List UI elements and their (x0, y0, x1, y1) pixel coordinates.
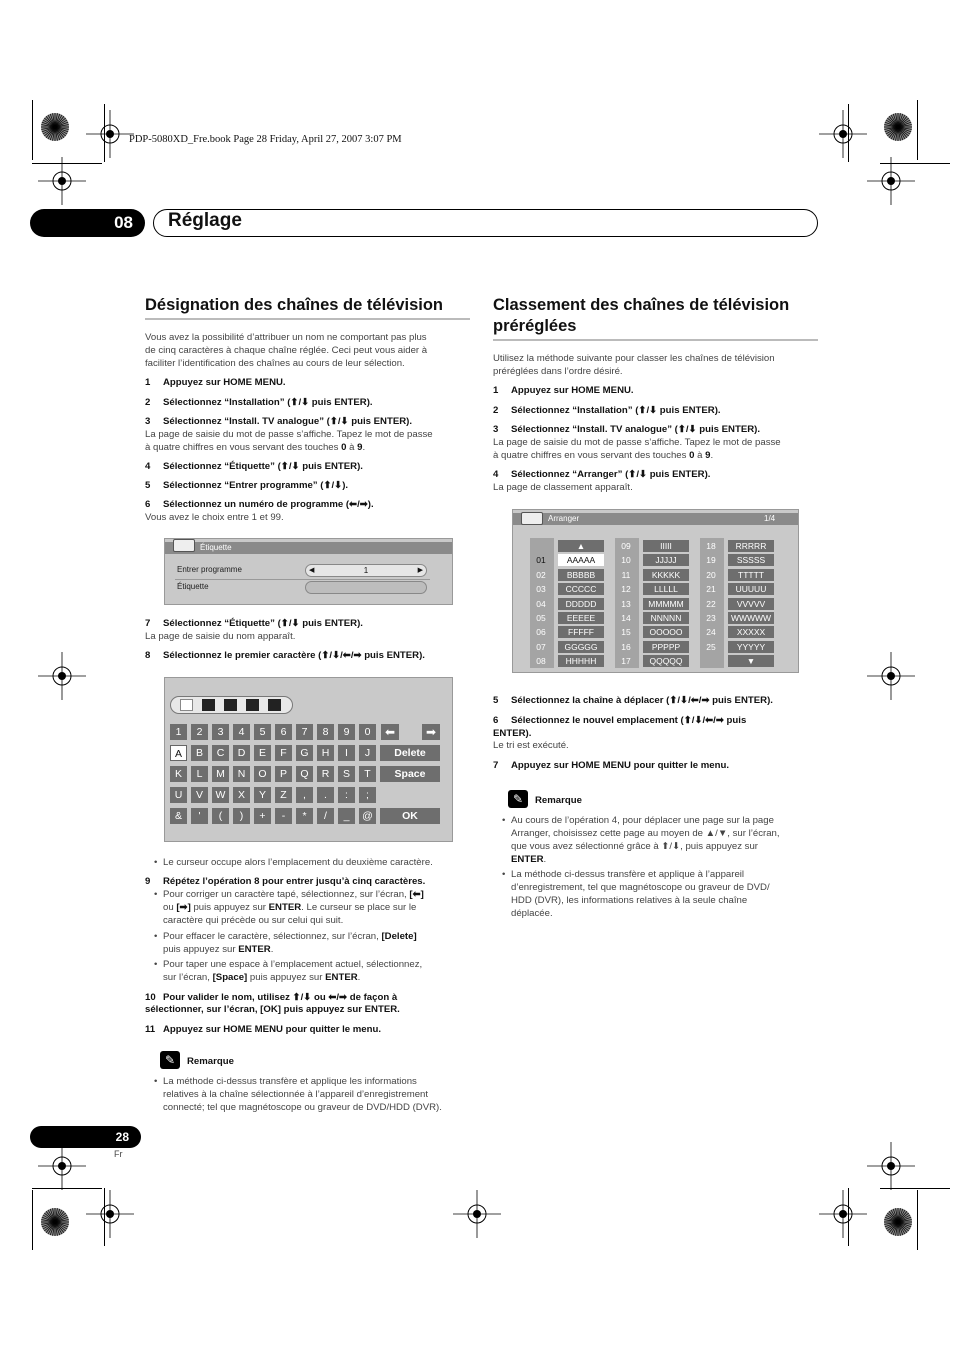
key-row4-1[interactable]: V (191, 787, 208, 803)
key-row5-5[interactable]: - (275, 808, 292, 824)
key-row3-2[interactable]: M (212, 766, 229, 782)
channel-number: 18 (706, 541, 716, 551)
left-note: • La méthode ci-dessus transfère et applique les informations relatives à la chaîne sélectionnée à l’appareil d’enregistrement connecté; tel que magnétoscope ou graveur de DVD/HDD (DVR). (154, 1076, 442, 1113)
channel-name-cell[interactable]: UUUUU (728, 583, 774, 595)
step-9-bullet-1: • Pour corriger un caractère tapé, sélectionnez, sur l’écran, [⬅] ou [➡] puis appuyez sur ENTER. Le curseur se place sur le caractère qui précède ou sur celui qui suit. (154, 889, 424, 926)
crop-mark (880, 1188, 950, 1189)
key-row3-4[interactable]: O (254, 766, 271, 782)
key-row4-7[interactable]: . (317, 787, 334, 803)
char-slot (224, 699, 237, 711)
crosshair-icon (86, 110, 134, 158)
channel-number: 03 (536, 584, 546, 595)
key-row2-0[interactable]: A (170, 745, 187, 761)
r-step-4: 4 Sélectionnez “Arranger” (⬆/⬇ puis ENTER). (493, 469, 711, 480)
key-row4-6[interactable]: , (296, 787, 313, 803)
crop-mark (848, 1188, 849, 1246)
crop-mark (104, 1188, 105, 1246)
channel-name-cell[interactable]: FFFFF (558, 626, 604, 638)
step-4: 4 Sélectionnez “Étiquette” (⬆/⬇ puis ENTER). (145, 461, 363, 472)
delete-key[interactable]: Delete (380, 745, 440, 761)
step-7-note: La page de saisie du nom apparaît. (145, 631, 296, 642)
crosshair-icon (86, 1190, 134, 1238)
file-info: PDP-5080XD_Fre.book Page 28 Friday, April 27, 2007 3:07 PM (129, 134, 402, 145)
prog-label: Entrer programme (177, 565, 242, 574)
crosshair-icon (819, 110, 867, 158)
channel-number: 04 (536, 598, 546, 609)
channel-number: 25 (706, 641, 716, 652)
channel-number: 05 (536, 613, 546, 623)
channel-name-cell[interactable]: IIIII (643, 540, 689, 552)
key-row3-8[interactable]: S (338, 766, 355, 782)
channel-number: 22 (706, 598, 716, 609)
channel-name-cell[interactable]: SSSSS (728, 554, 774, 566)
key-row4-2[interactable]: W (212, 787, 229, 803)
channel-name-cell[interactable]: RRRRR (728, 540, 774, 552)
key-row3-6[interactable]: Q (296, 766, 313, 782)
channel-name-cell[interactable]: LLLLL (643, 583, 689, 595)
channel-number: 11 (621, 569, 631, 580)
color-wheel-icon (40, 1207, 70, 1237)
step-10: 10 Pour valider le nom, utilisez ⬆/⬇ ou ⬅/➡ de façon à (145, 992, 398, 1003)
right-note-2: • La méthode ci-dessus transfère et applique à l’appareil d’enregistrement, tel que magnétoscope ou graveur de DVD/ HDD (DVR), les informations relatives à la seule chaîne déplacée. (502, 869, 770, 919)
step-11: 11 Appuyez sur HOME MENU pour quitter le menu. (145, 1024, 382, 1035)
key-row1-5[interactable]: 6 (275, 724, 292, 740)
crop-mark (917, 1190, 918, 1250)
prog-spinner[interactable] (305, 564, 427, 577)
key-row1-8[interactable]: 9 (338, 724, 355, 740)
step-5: 5 Sélectionnez “Entrer programme” (⬆/⬇). (145, 480, 349, 491)
channel-name-cell[interactable]: TTTTT (728, 569, 774, 581)
char-slot (202, 699, 215, 711)
page-indicator: 1/4 (764, 514, 776, 523)
key-row2-4[interactable]: E (254, 745, 271, 761)
channel-number: 09 (621, 541, 631, 551)
screen-title: Arranger (548, 514, 580, 523)
key-row5-7[interactable]: / (317, 808, 334, 824)
key-row5-4[interactable]: + (254, 808, 271, 824)
key-row4-3[interactable]: X (233, 787, 250, 803)
divider (175, 579, 430, 580)
key-row5-6[interactable]: * (296, 808, 313, 824)
key-row4-5[interactable]: Z (275, 787, 292, 803)
channel-number: 07 (536, 641, 546, 652)
step-9-bullet-2: • Pour effacer le caractère, sélectionnez, sur l’écran, [Delete] puis appuyez sur ENTER. (154, 931, 417, 955)
arranger-screen (512, 509, 799, 673)
color-wheel-icon (883, 112, 913, 142)
channel-number: 19 (706, 555, 716, 566)
label-field[interactable] (305, 581, 427, 594)
channel-number: 23 (706, 613, 716, 623)
channel-name-cell[interactable]: DDDDD (558, 598, 604, 610)
channel-name-cell[interactable]: HHHHH (558, 655, 604, 667)
channel-number: 13 (621, 598, 631, 609)
key-row3-3[interactable]: N (233, 766, 250, 782)
channel-number: 06 (536, 627, 546, 638)
label-label: Étiquette (177, 582, 209, 591)
spinner-right-icon: ▶ (417, 567, 423, 574)
channel-number: 01 (536, 555, 546, 566)
key-row5-8[interactable]: _ (338, 808, 355, 824)
crop-mark (32, 1188, 102, 1189)
step-9-bullet-3: • Pour taper une espace à l’emplacement actuel, sélectionnez, sur l’écran, [Space] puis appuyez sur ENTER. (154, 959, 423, 983)
crosshair-icon (867, 157, 915, 205)
crop-mark (32, 100, 33, 160)
channel-name-cell[interactable]: OOOOO (643, 626, 689, 638)
step-3: 3 Sélectionnez “Install. TV analogue” (⬆/⬇ puis ENTER). (145, 416, 413, 427)
key-row3-7[interactable]: R (317, 766, 334, 782)
section-rule (493, 339, 818, 341)
key-row1-1[interactable]: 2 (191, 724, 208, 740)
section-rule (145, 318, 470, 320)
channel-name-cell[interactable]: BBBBB (558, 569, 604, 581)
cursor-right-key[interactable]: ➡ (422, 724, 440, 740)
right-note-1: • Au cours de l’opération 4, pour déplacer une page sur la page Arranger, choisissez cette page au moyen de ▲/▼, sur l’écran, que vous avez sélectionné grâce à ⬆/⬇, puis appuyez sur ENTER. (502, 815, 780, 865)
key-row2-6[interactable]: G (296, 745, 313, 761)
step-6-note: Vous avez le choix entre 1 et 99. (145, 512, 284, 523)
key-row5-2[interactable]: ( (212, 808, 229, 824)
pencil-icon: ✎ (160, 1051, 180, 1069)
key-row4-9[interactable]: ; (359, 787, 376, 803)
key-row5-1[interactable]: ' (191, 808, 208, 824)
crosshair-icon (819, 1190, 867, 1238)
r-step-6-line2: ENTER). (493, 728, 532, 739)
char-slot (268, 699, 281, 711)
color-wheel-icon (883, 1207, 913, 1237)
channel-name-cell[interactable]: XXXXX (728, 626, 774, 638)
key-row2-1[interactable]: B (191, 745, 208, 761)
crosshair-icon (867, 1142, 915, 1190)
channel-name-cell[interactable]: KKKKK (643, 569, 689, 581)
key-row1-0[interactable]: 1 (170, 724, 187, 740)
channel-name-cell[interactable]: YYYYY (728, 641, 774, 653)
space-key[interactable]: Space (380, 766, 440, 782)
key-row2-2[interactable]: C (212, 745, 229, 761)
key-row1-7[interactable]: 8 (317, 724, 334, 740)
step-2: 2 Sélectionnez “Installation” (⬆/⬇ puis ENTER). (145, 397, 373, 408)
left-intro: Vous avez la possibilité d’attribuer un nom ne comportant pas plus de cinq caractères à chaque chaîne réglée. Ceci peut vous aider à faciliter l’identification des chaînes au cours de leur sélection. (145, 332, 428, 369)
channel-name-cell[interactable]: JJJJJ (643, 554, 689, 566)
keyboard-screen (164, 677, 453, 842)
channel-name-cell[interactable]: EEEEE (558, 612, 604, 624)
crop-mark (917, 100, 918, 160)
section-title-designation: Désignation des chaînes de télévision (145, 296, 444, 314)
char-slot (246, 699, 259, 711)
key-row1-3[interactable]: 4 (233, 724, 250, 740)
key-row3-5[interactable]: P (275, 766, 292, 782)
key-row4-8[interactable]: : (338, 787, 355, 803)
char-slot-active (180, 699, 193, 711)
crop-mark (848, 104, 849, 162)
channel-number: 08 (536, 656, 546, 667)
step-10-line2: sélectionner, sur l’écran, [OK] puis appuyez sur ENTER. (145, 1004, 400, 1015)
key-row2-3[interactable]: D (233, 745, 250, 761)
key-row5-9[interactable]: @ (359, 808, 376, 824)
page-up-button[interactable]: ▲ (558, 540, 604, 552)
tv-icon (521, 512, 543, 525)
r-step-7: 7 Appuyez sur HOME MENU pour quitter le menu. (493, 760, 730, 771)
key-row3-9[interactable]: T (359, 766, 376, 782)
channel-name-cell[interactable]: QQQQQ (643, 655, 689, 667)
screen-title-bar (165, 542, 452, 554)
key-row5-0[interactable]: & (170, 808, 187, 824)
page-number: 28 (30, 1126, 141, 1148)
channel-number: 24 (706, 627, 716, 638)
channel-number: 12 (621, 584, 631, 595)
r-step-3: 3 Sélectionnez “Install. TV analogue” (⬆/⬇ puis ENTER). (493, 424, 761, 435)
tv-icon (173, 539, 195, 552)
key-row2-9[interactable]: J (359, 745, 376, 761)
chapter-bar (153, 209, 818, 237)
key-row4-4[interactable]: Y (254, 787, 271, 803)
key-row1-2[interactable]: 3 (212, 724, 229, 740)
etiquette-screen (164, 538, 453, 605)
channel-number: 15 (621, 627, 631, 638)
key-row5-3[interactable]: ) (233, 808, 250, 824)
crosshair-icon (867, 652, 915, 700)
section-title-classement: Classement des chaînes de télévision préréglées (493, 296, 790, 335)
key-row2-5[interactable]: F (275, 745, 292, 761)
pencil-icon: ✎ (508, 790, 528, 808)
crosshair-icon (38, 1142, 86, 1190)
key-row3-1[interactable]: L (191, 766, 208, 782)
key-row2-8[interactable]: I (338, 745, 355, 761)
channel-number: 20 (706, 569, 716, 580)
channel-name-cell[interactable]: NNNNN (643, 612, 689, 624)
step-1: 1 Appuyez sur HOME MENU. (145, 377, 286, 388)
key-row1-4[interactable]: 5 (254, 724, 271, 740)
page-down-button[interactable]: ▼ (728, 655, 774, 667)
crop-mark (32, 163, 102, 164)
channel-number: 14 (621, 613, 631, 623)
step-6: 6 Sélectionnez un numéro de programme (⬅/➡). (145, 499, 374, 510)
crosshair-icon (38, 652, 86, 700)
r-step-3-note: La page de saisie du mot de passe s’affiche. Tapez le mot de passe à quatre chiffres en vous servant des touches 0 à 9. (493, 437, 781, 461)
key-row1-9[interactable]: 0 (359, 724, 376, 740)
channel-name-cell[interactable]: MMMMM (643, 598, 689, 610)
right-intro: Utilisez la méthode suivante pour classer les chaînes de télévision préréglées dans l’ordre désiré. (493, 353, 775, 377)
crosshair-icon (453, 1190, 501, 1238)
channel-name-cell[interactable]: GGGGG (558, 641, 604, 653)
channel-name-cell[interactable]: PPPPP (643, 641, 689, 653)
channel-number: 10 (621, 555, 631, 566)
note-label: Remarque (187, 1056, 234, 1067)
crop-mark (104, 104, 105, 162)
key-row2-7[interactable]: H (317, 745, 334, 761)
step-8: 8 Sélectionnez le premier caractère (⬆/⬇/⬅/➡ puis ENTER). (145, 650, 425, 661)
r-step-4-note: La page de classement apparaît. (493, 482, 633, 493)
crop-mark (880, 163, 950, 164)
key-row3-0[interactable]: K (170, 766, 187, 782)
channel-number: 16 (621, 641, 631, 652)
step-7: 7 Sélectionnez “Étiquette” (⬆/⬇ puis ENTER). (145, 618, 363, 629)
key-row4-0[interactable]: U (170, 787, 187, 803)
spinner-left-icon: ◀ (309, 567, 315, 574)
ok-key[interactable]: OK (380, 808, 440, 824)
step-3-note: La page de saisie du mot de passe s’affiche. Tapez le mot de passe à quatre chiffres en vous servant des touches 0 à 9. (145, 429, 433, 453)
r-step-1: 1 Appuyez sur HOME MENU. (493, 385, 634, 396)
step-9: 9 Répétez l’opération 8 pour entrer jusqu’à cinq caractères. (145, 876, 426, 887)
crop-mark (32, 1190, 33, 1250)
r-step-5: 5 Sélectionnez la chaîne à déplacer (⬆/⬇/⬅/➡ puis ENTER). (493, 695, 773, 706)
key-row1-6[interactable]: 7 (296, 724, 313, 740)
screen-title-bar (513, 513, 798, 525)
cursor-left-key[interactable]: ⬅ (381, 724, 399, 740)
channel-number: 02 (536, 569, 546, 580)
r-step-6: 6 Sélectionnez le nouvel emplacement (⬆/⬇/⬅/➡ puis (493, 715, 747, 726)
note-label: Remarque (535, 795, 582, 806)
channel-name-cell[interactable]: WWWWW (728, 612, 774, 624)
chapter-number: 08 (30, 209, 145, 237)
r-step-2: 2 Sélectionnez “Installation” (⬆/⬇ puis ENTER). (493, 405, 721, 416)
screen-title: Étiquette (200, 543, 232, 552)
chapter-title: Réglage (168, 210, 242, 231)
color-wheel-icon (40, 112, 70, 142)
r-step-6-note: Le tri est exécuté. (493, 740, 569, 751)
crosshair-icon (38, 157, 86, 205)
channel-name-cell[interactable]: VVVVV (728, 598, 774, 610)
channel-name-cell[interactable]: AAAAA (558, 554, 604, 566)
channel-number: 17 (621, 656, 631, 667)
channel-name-cell[interactable]: CCCCC (558, 583, 604, 595)
name-entry-field[interactable] (170, 696, 293, 714)
cursor-bullet: • Le curseur occupe alors l’emplacement du deuxième caractère. (154, 857, 433, 868)
prog-value: 1 (363, 566, 369, 575)
channel-number: 21 (706, 584, 716, 595)
language-code: Fr (114, 1149, 123, 1159)
